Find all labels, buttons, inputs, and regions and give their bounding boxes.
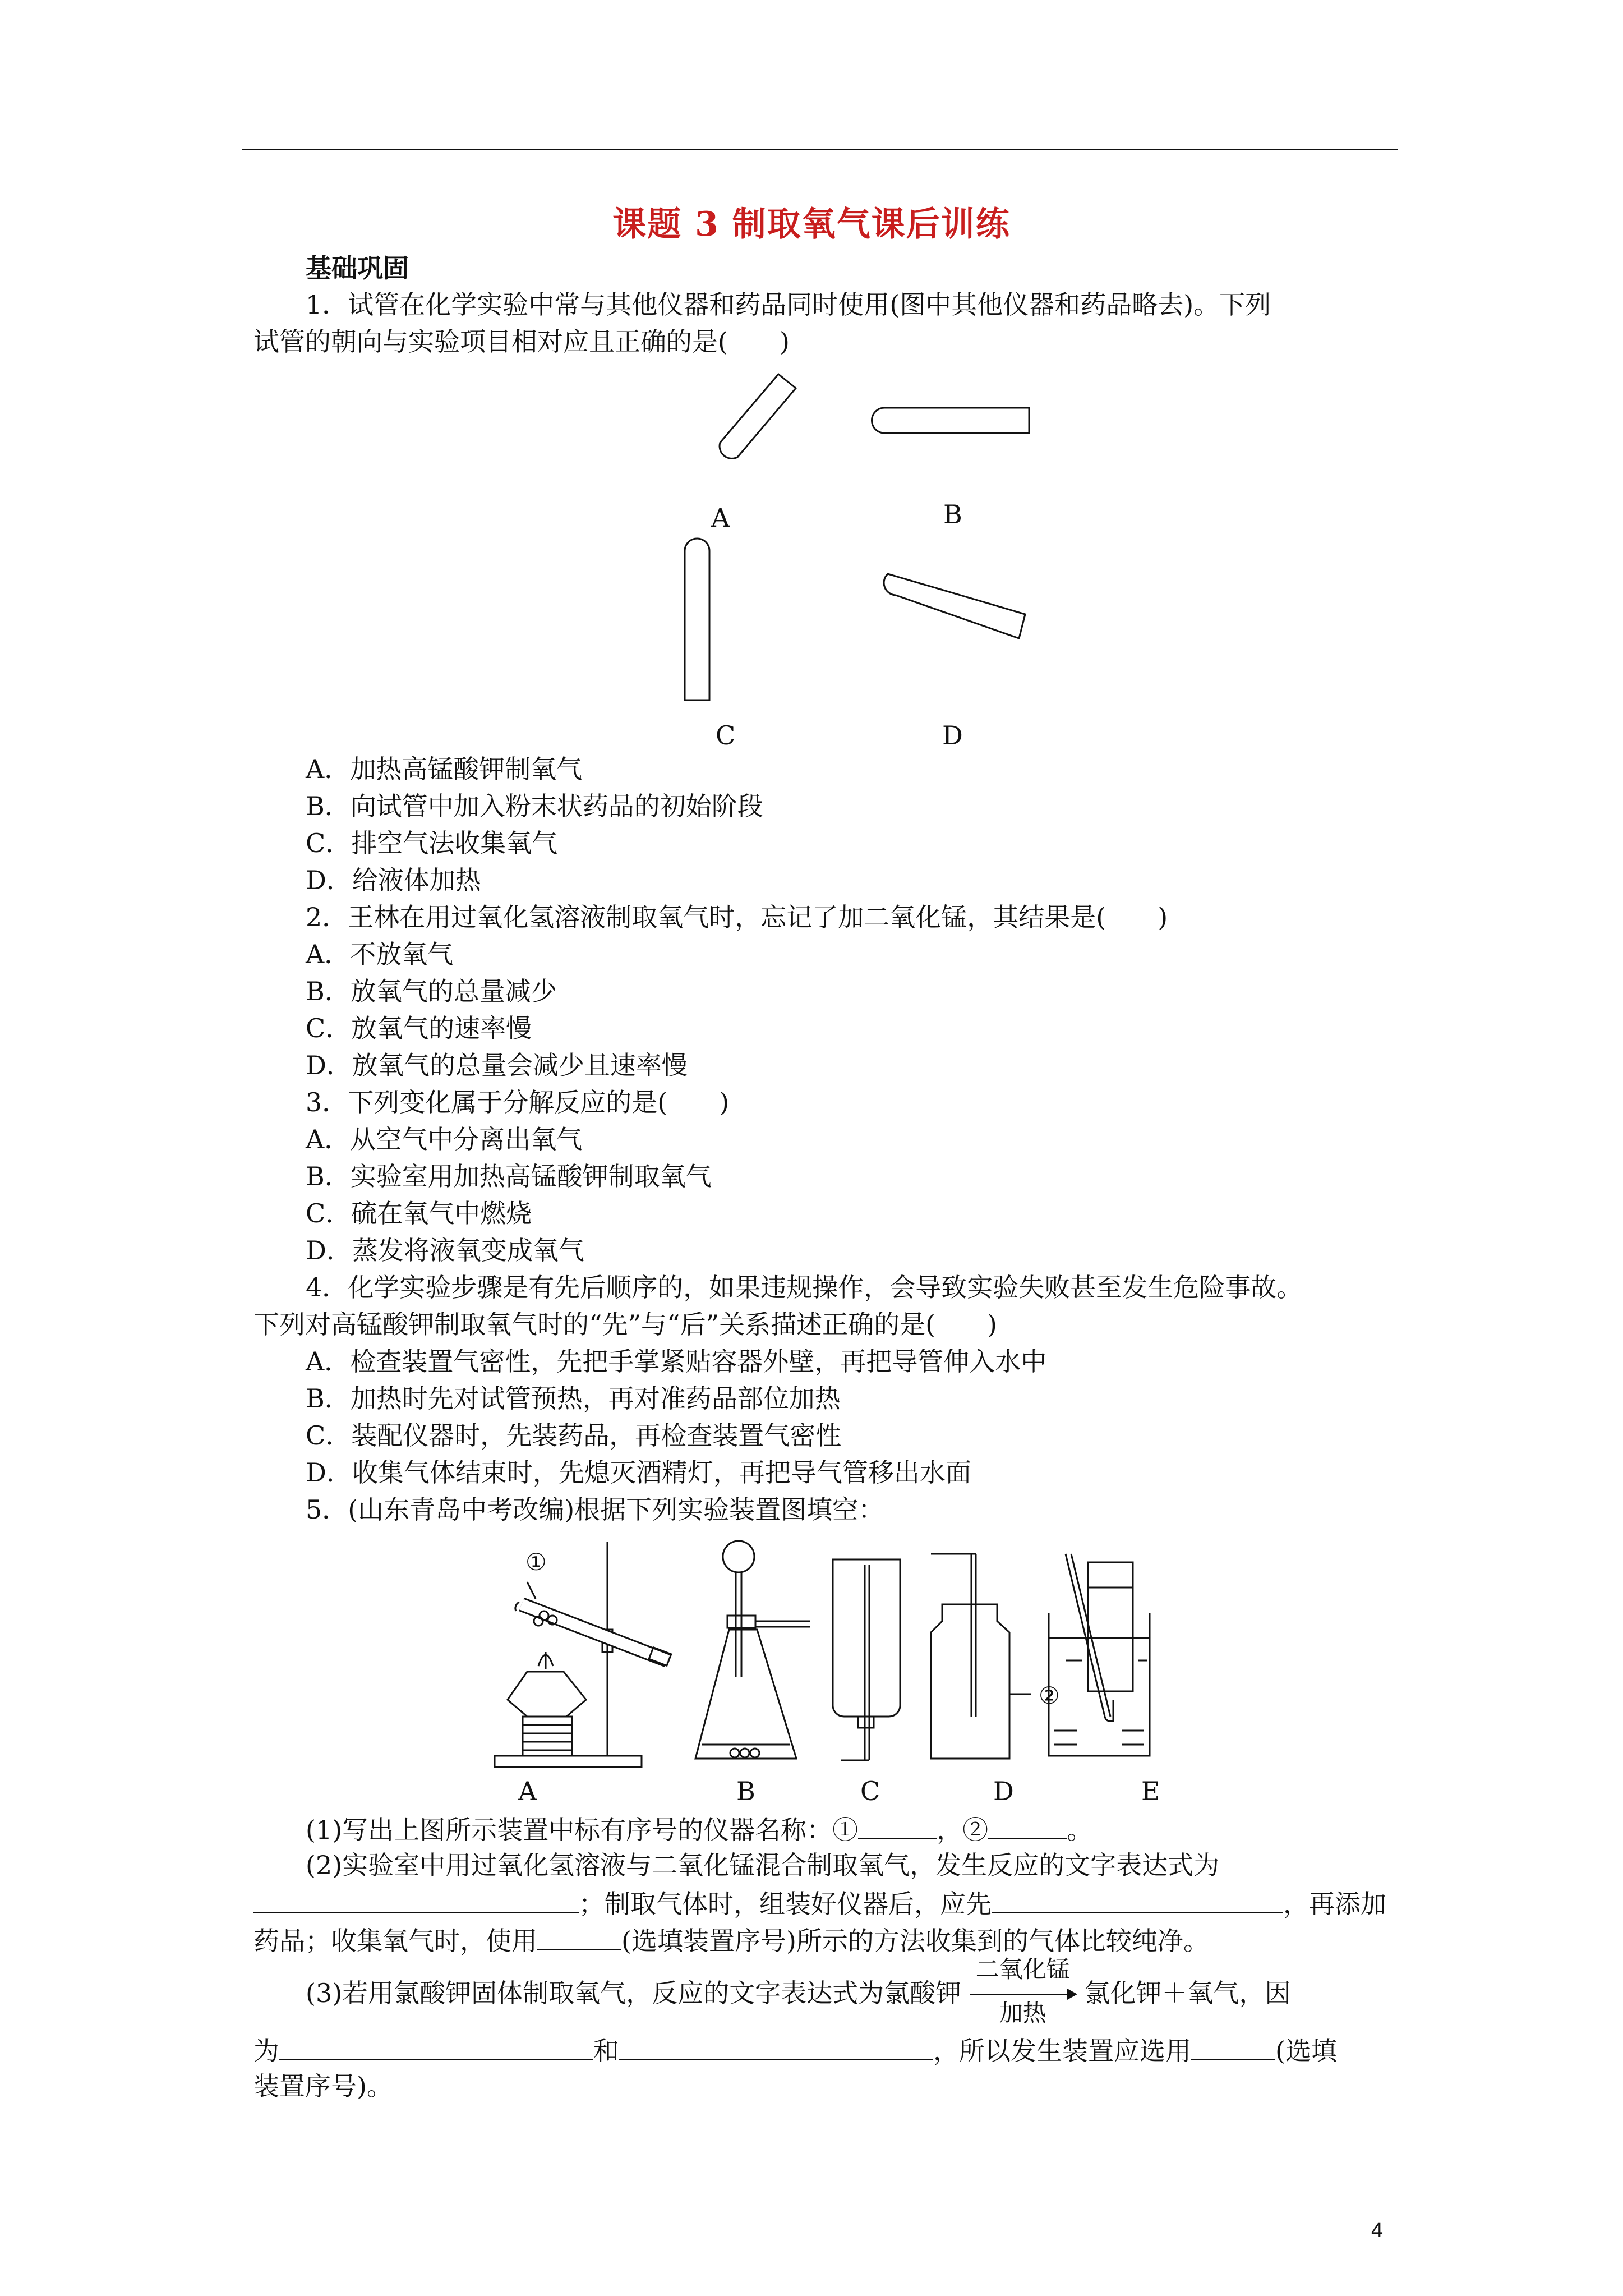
q5-apparatus-label-d: D [993, 1776, 1014, 1806]
q5-marker-1: ① [525, 1548, 547, 1576]
q3-option-b: B．实验室用加热高锰酸钾制取氧气 [306, 1161, 712, 1191]
q1-fig-label-c: C [716, 720, 736, 751]
q5-part2-line1: (2)实验室中用过氧化氢溶液与二氧化锰混合制取氧气，发生反应的文字表达式为 [306, 1850, 1220, 1880]
q5-part3-line2: 为 和 ，所以发生装置应选用 (选填 [253, 2031, 1337, 2069]
test-tube-a [720, 374, 796, 458]
q5-part2-line2: ；制取气体时，组装好仪器后，应先 ，再添加 [253, 1884, 1386, 1922]
page-title: 课题 3 制取氧气课后训练 [612, 205, 1011, 244]
q1-fig-label-d: D [942, 720, 963, 751]
apparatus-d [931, 1554, 1031, 1759]
q4-option-b: B．加热时先对试管预热，再对准药品部位加热 [306, 1383, 841, 1414]
q2-option-d: D．放氧气的总量会减少且速率慢 [306, 1050, 688, 1080]
header-rule [242, 149, 1398, 150]
q1-fig-label-a: A [711, 503, 730, 533]
apparatus-b [695, 1541, 810, 1759]
q3-option-c: C．硫在氧气中燃烧 [306, 1198, 532, 1228]
q2-stem: 2．王林在用过氧化氢溶液制取氧气时，忘记了加二氧化锰，其结果是( ) [306, 902, 1168, 932]
answer-blank-1[interactable] [858, 1810, 937, 1839]
test-tube-b [872, 408, 1030, 433]
q4-stem-line1: 4．化学实验步骤是有先后顺序的，如果违规操作，会导致实验失败甚至发生危险事故。 [306, 1272, 1303, 1303]
q5-part3-line3: 装置序号)。 [253, 2071, 393, 2101]
q4-option-c: C．装配仪器时，先装药品，再检查装置气密性 [306, 1420, 842, 1451]
q3-option-a: A．从空气中分离出氧气 [306, 1124, 583, 1154]
answer-blank-8[interactable] [1191, 2031, 1275, 2060]
answer-blank-5[interactable] [537, 1921, 621, 1950]
q5-part2-line3: 药品；收集氧气时，使用 (选填装置序号)所示的方法收集到的气体比较纯净。 [253, 1921, 1209, 1959]
q5-apparatus-label-c: C [860, 1776, 880, 1806]
q4-stem-line2: 下列对高锰酸钾制取氧气时的“先”与“后”关系描述正确的是( ) [253, 1309, 997, 1340]
q5-part1: (1)写出上图所示装置中标有序号的仪器名称：① ，② 。 [306, 1810, 1092, 1848]
q1-stem-line2: 试管的朝向与实验项目相对应且正确的是( ) [253, 326, 790, 357]
answer-blank-7[interactable] [619, 2031, 933, 2060]
q5-apparatus-label-b: B [736, 1776, 755, 1806]
q1-stem-line1: 1．试管在化学实验中常与其他仪器和药品同时使用(图中其他仪器和药品略去)。下列 [306, 289, 1271, 320]
q2-option-b: B．放氧气的总量减少 [306, 976, 557, 1006]
q2-option-c: C．放氧气的速率慢 [306, 1013, 532, 1043]
q4-option-d: D．收集气体结束时，先熄灭酒精灯，再把导气管移出水面 [306, 1457, 971, 1488]
q4-option-a: A．检查装置气密性，先把手掌紧贴容器外壁，再把导管伸入水中 [306, 1346, 1047, 1377]
test-tube-d [884, 574, 1025, 638]
q5-apparatus-label-e: E [1141, 1776, 1160, 1806]
q1-option-b: B．向试管中加入粉末状药品的初始阶段 [306, 791, 763, 821]
q1-test-tube-figure [617, 359, 1066, 752]
answer-blank-2[interactable] [988, 1810, 1067, 1839]
apparatus-a [495, 1542, 671, 1767]
q5-stem: 5．(山东青岛中考改编)根据下列实验装置图填空： [306, 1494, 884, 1525]
q5-marker-2: ② [1039, 1682, 1060, 1709]
reaction-arrow: $\frac{\text{二氧化锰}}{\text{加热}}$ [970, 1977, 1076, 2014]
apparatus-e [1049, 1554, 1150, 1756]
q3-stem: 3．下列变化属于分解反应的是( ) [306, 1087, 730, 1117]
q5-apparatus-figure [482, 1531, 1481, 1773]
answer-blank-6[interactable] [279, 2031, 593, 2060]
answer-blank-4[interactable] [992, 1884, 1283, 1913]
section-heading: 基础巩固 [306, 253, 409, 283]
page-number: 4 [1371, 2219, 1384, 2242]
q3-option-d: D．蒸发将液氧变成氧气 [306, 1235, 584, 1266]
q5-apparatus-label-a: A [518, 1776, 537, 1806]
q1-option-c: C．排空气法收集氧气 [306, 828, 558, 858]
q1-option-d: D．给液体加热 [306, 865, 481, 895]
q2-option-a: A．不放氧气 [306, 939, 454, 969]
q5-part3-line1: (3)若用氯酸钾固体制取氧气，反应的文字表达式为氯酸钾 $\frac{\text{二氧化锰}}{\text{加热}}$ 氯化钾＋氧气，因 [306, 1955, 1291, 2027]
q1-option-a: A．加热高锰酸钾制氧气 [306, 754, 583, 784]
apparatus-c [833, 1559, 900, 1760]
q1-fig-label-b: B [943, 499, 962, 530]
answer-blank-3[interactable] [253, 1884, 579, 1913]
test-tube-c [685, 539, 709, 700]
